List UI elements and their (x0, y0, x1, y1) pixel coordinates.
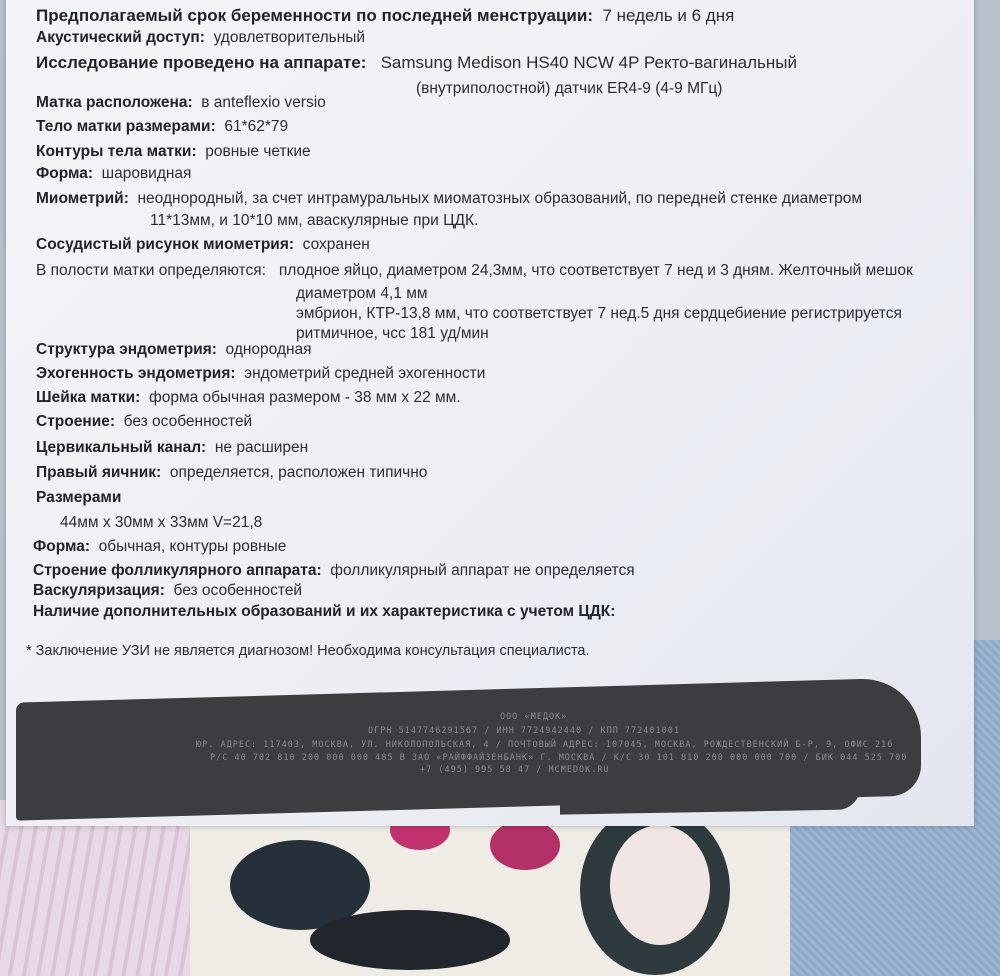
report-row-uterine-cavity: В полости матки определяются: плодное яйцо, диаметром 24,3мм, что соответствует 7 нед и 3 дням. Желточный мешок (36, 262, 913, 279)
footer-ids: ОГРН 5147746291567 / ИНН 7724942440 / КПП 772401001 (368, 726, 680, 736)
report-row-uterus-size: Тело матки размерами: 61*62*79 (36, 118, 289, 135)
report-row-uterine-cavity-l4: ритмичное, чсс 181 уд/мин (296, 325, 489, 342)
report-row-uterine-cavity-l2: диаметром 4,1 мм (296, 285, 428, 302)
footer-address: ЮР. АДРЕС: 117403, МОСКВА, УЛ. НИКОЛОПОЛЬСКАЯ, 4 / ПОЧТОВЫЙ АДРЕС: 107045, МОСКВА, РОЖДЕСТВЕНСКИЙ Б-Р, 9, ОФИС 216 (196, 740, 894, 750)
report-row-gestation: Предполагаемый срок беременности по последней менструации: 7 недель и 6 дня (36, 6, 735, 25)
report-row-ovary-size: 44мм х 30мм х 33мм V=21,8 (60, 514, 263, 531)
report-row-follicular: Строение фолликулярного аппарата: фолликулярный аппарат не определяется (33, 562, 635, 579)
footer-contacts: +7 (495) 995 58 47 / MCMEDOK.RU (420, 765, 610, 775)
report-row-ovary-shape: Форма: обычная, контуры ровные (33, 538, 287, 555)
report-row-vascularization: Васкуляризация: без особенностей (33, 582, 303, 599)
report-row-structure: Строение: без особенностей (36, 413, 253, 430)
report-row-uterus-position: Матка расположена: в anteflexio versio (36, 94, 326, 111)
report-row-cervical-canal: Цервикальный канал: не расширен (36, 439, 309, 456)
report-row-ovary-size-label: Размерами (36, 489, 122, 506)
report-row-uterine-cavity-l3: эмбрион, КТР-13,8 мм, что соответствует 7 нед.5 дня сердцебиение регистрируется (296, 305, 902, 322)
report-row-device: Исследование проведено на аппарате: Samsung Medison HS40 NCW 4P Ректо-вагинальный (36, 53, 797, 72)
report-row-additional-formations: Наличие дополнительных образований и их характеристика с учетом ЦДК: (33, 603, 616, 620)
report-row-device-cont: (внутриполостной) датчик ER4-9 (4-9 МГц) (416, 80, 723, 97)
report-row-endometrium-echo: Эхогенность эндометрия: эндометрий средней эхогенности (36, 365, 486, 382)
disclaimer: * Заключение УЗИ не является диагнозом! Необходима консультация специалиста. (26, 643, 590, 659)
report-row-acoustic-access: Акустический доступ: удовлетворительный (36, 29, 366, 46)
report-row-uterus-contours: Контуры тела матки: ровные четкие (36, 143, 311, 160)
background-pouch (190, 800, 790, 976)
report-row-right-ovary: Правый яичник: определяется, расположен типично (36, 464, 428, 481)
report-row-endometrium-structure: Структура эндометрия: однородная (36, 341, 312, 358)
report-row-myometrium-cont: 11*13мм, и 10*10 мм, аваскулярные при ЦДК. (150, 212, 479, 229)
report-row-vascular-pattern: Сосудистый рисунок миометрия: сохранен (36, 236, 370, 253)
report-row-uterus-shape: Форма: шаровидная (36, 165, 192, 182)
footer-bank: Р/С 40 702 810 200 000 000 485 В ЗАО «РАЙФФАЙЗЕНБАНК» Г. МОСКВА / К/С 30 101 810 200 000 000 700 / БИК 044 525 700 (210, 753, 908, 763)
footer-company: ООО «МЕДОК» (500, 712, 568, 722)
report-row-myometrium: Миометрий: неоднородный, за счет интрамуральных миоматозных образований, по передней стенке диаметром (36, 190, 863, 207)
report-row-cervix: Шейка матки: форма обычная размером - 38 мм х 22 мм. (36, 389, 461, 406)
